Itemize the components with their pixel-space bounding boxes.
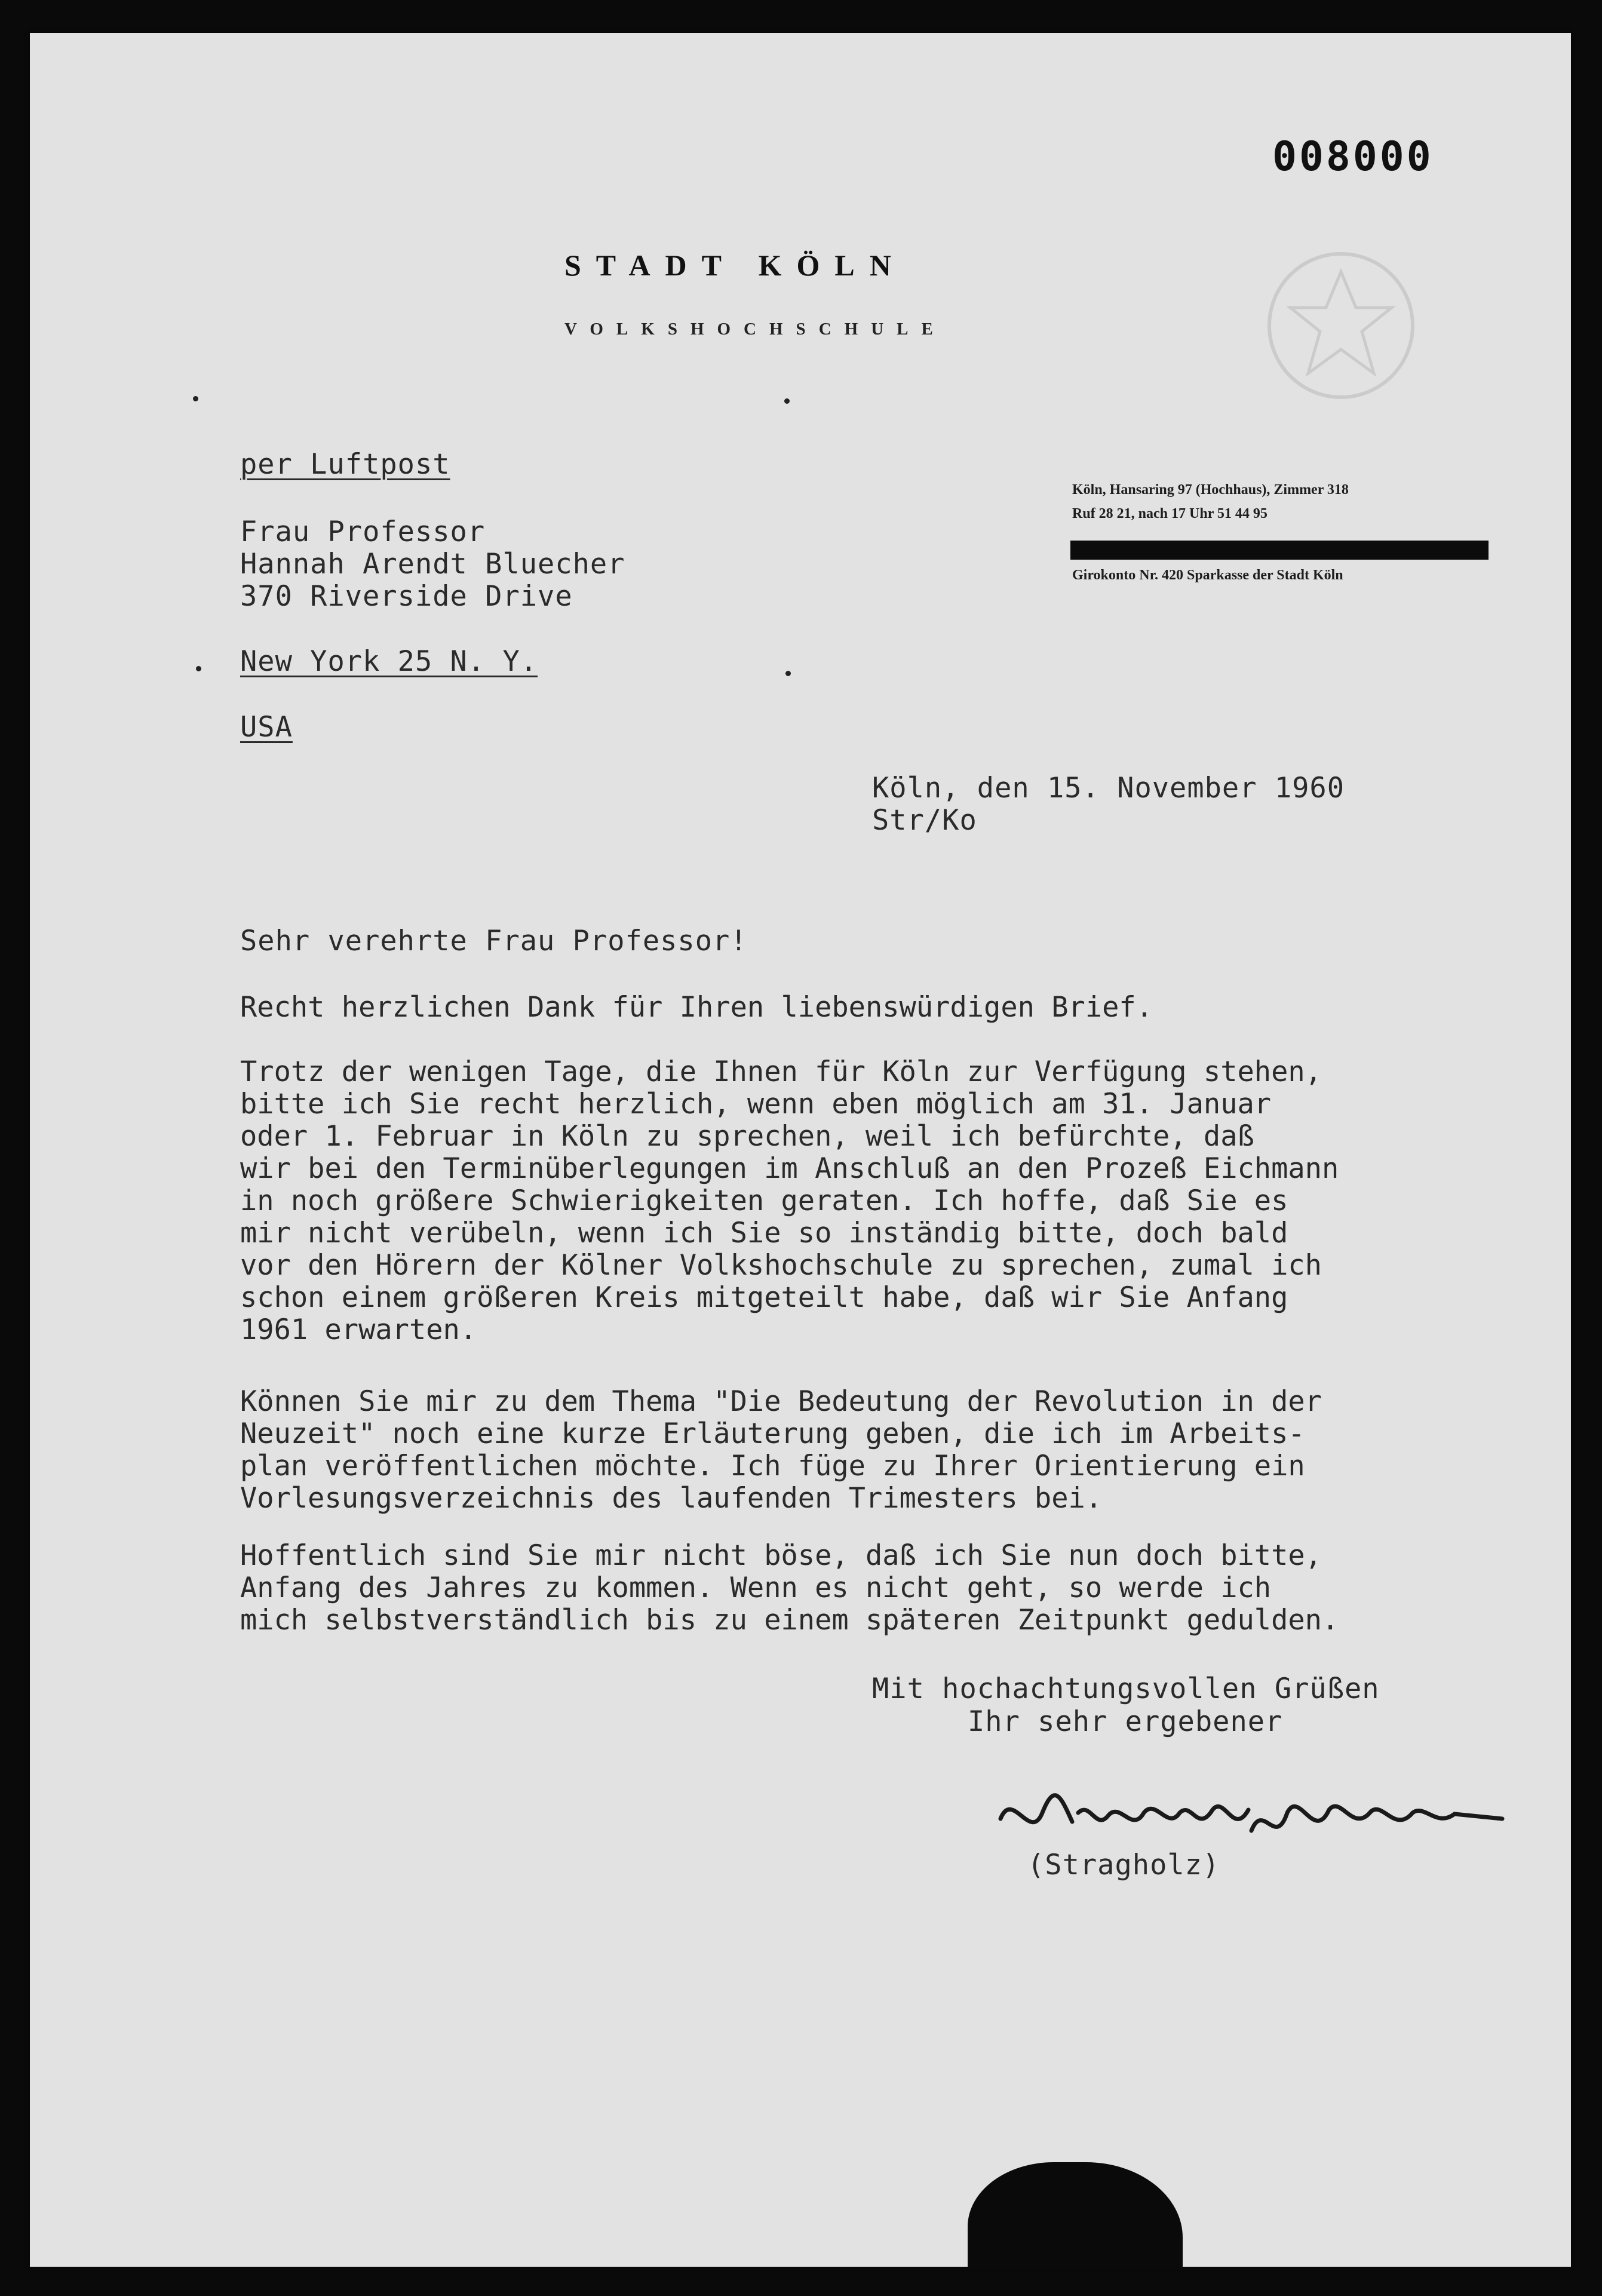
salutation: Sehr verehrte Frau Professor! [240,925,748,957]
document-number: 008000 [1272,133,1434,180]
body-paragraph-4: Hoffentlich sind Sie mir nicht böse, daß ich Sie nun doch bitte, Anfang des Jahres zu kommen. Wenn es nicht geht, so werde ich mich selbstverständlich bis zu einem späteren Zeitpunkt gedulden. [240,1539,1339,1637]
recipient-country: USA [240,711,293,744]
letter-page [30,33,1571,2267]
letterhead-city: STADT KÖLN [564,248,906,282]
closing-line1: Mit hochachtungsvollen Grüßen [872,1672,1380,1705]
margin-dot [196,666,201,671]
closing-line2: Ihr sehr ergebener [968,1705,1283,1738]
recipient-line2: Hannah Arendt Bluecher [240,548,625,581]
delivery-method: per Luftpost [240,448,450,481]
redaction-bar [1070,541,1489,560]
giro-account: Girokonto Nr. 420 Sparkasse der Stadt Köln [1072,567,1343,583]
letter-date: Köln, den 15. November 1960 [872,772,1345,805]
body-paragraph-3: Können Sie mir zu dem Thema "Die Bedeutung der Revolution in der Neuzeit" noch eine kurze Erläuterung geben, die ich im Arbeits- plan veröffentlichen möchte. Ich füge zu Ihrer Orientierung ein Vorlesungsverzeichnis des laufenden Trimesters bei. [240,1385,1322,1515]
reference-code: Str/Ko [872,804,977,837]
handwritten-signature [989,1777,1514,1861]
body-paragraph-1: Recht herzlichen Dank für Ihren liebenswürdigen Brief. [240,991,1153,1024]
margin-dot [785,671,791,676]
signer-name: (Stragholz) [1027,1849,1220,1881]
sender-address [1072,478,1349,526]
embossed-seal-icon [1242,236,1440,415]
recipient-city: New York 25 N. Y. [240,645,538,678]
recipient-line1: Frau Professor [240,515,486,548]
sender-address-line2: Ruf 28 21, nach 17 Uhr 51 44 95 [1072,506,1268,521]
recipient-line3: 370 Riverside Drive [240,580,573,613]
margin-dot [784,398,790,404]
sender-address-line1: Köln, Hansaring 97 (Hochhaus), Zimmer 318 [1072,482,1349,498]
margin-dot [193,396,198,401]
letterhead-institution: VOLKSHOCHSCHULE [564,320,946,339]
body-paragraph-2: Trotz der wenigen Tage, die Ihnen für Köln zur Verfügung stehen, bitte ich Sie recht herzlich, wenn eben möglich am 31. Januar oder 1. Februar in Köln zu sprechen, weil ich befürchte, daß wir bei den Terminüberlegungen im Anschluß an den Prozeß Eichmann in noch größere Schwierigkeiten geraten. Ich hoffe, daß Sie es mir nicht verübeln, wenn ich Sie so inständig bitte, doch bald vor den Hörern der Kölner Volkshochschule zu sprechen, zumal ich schon einem größeren Kreis mitgeteilt habe, daß wir Sie Anfang 1961 erwarten. [240,1055,1339,1346]
